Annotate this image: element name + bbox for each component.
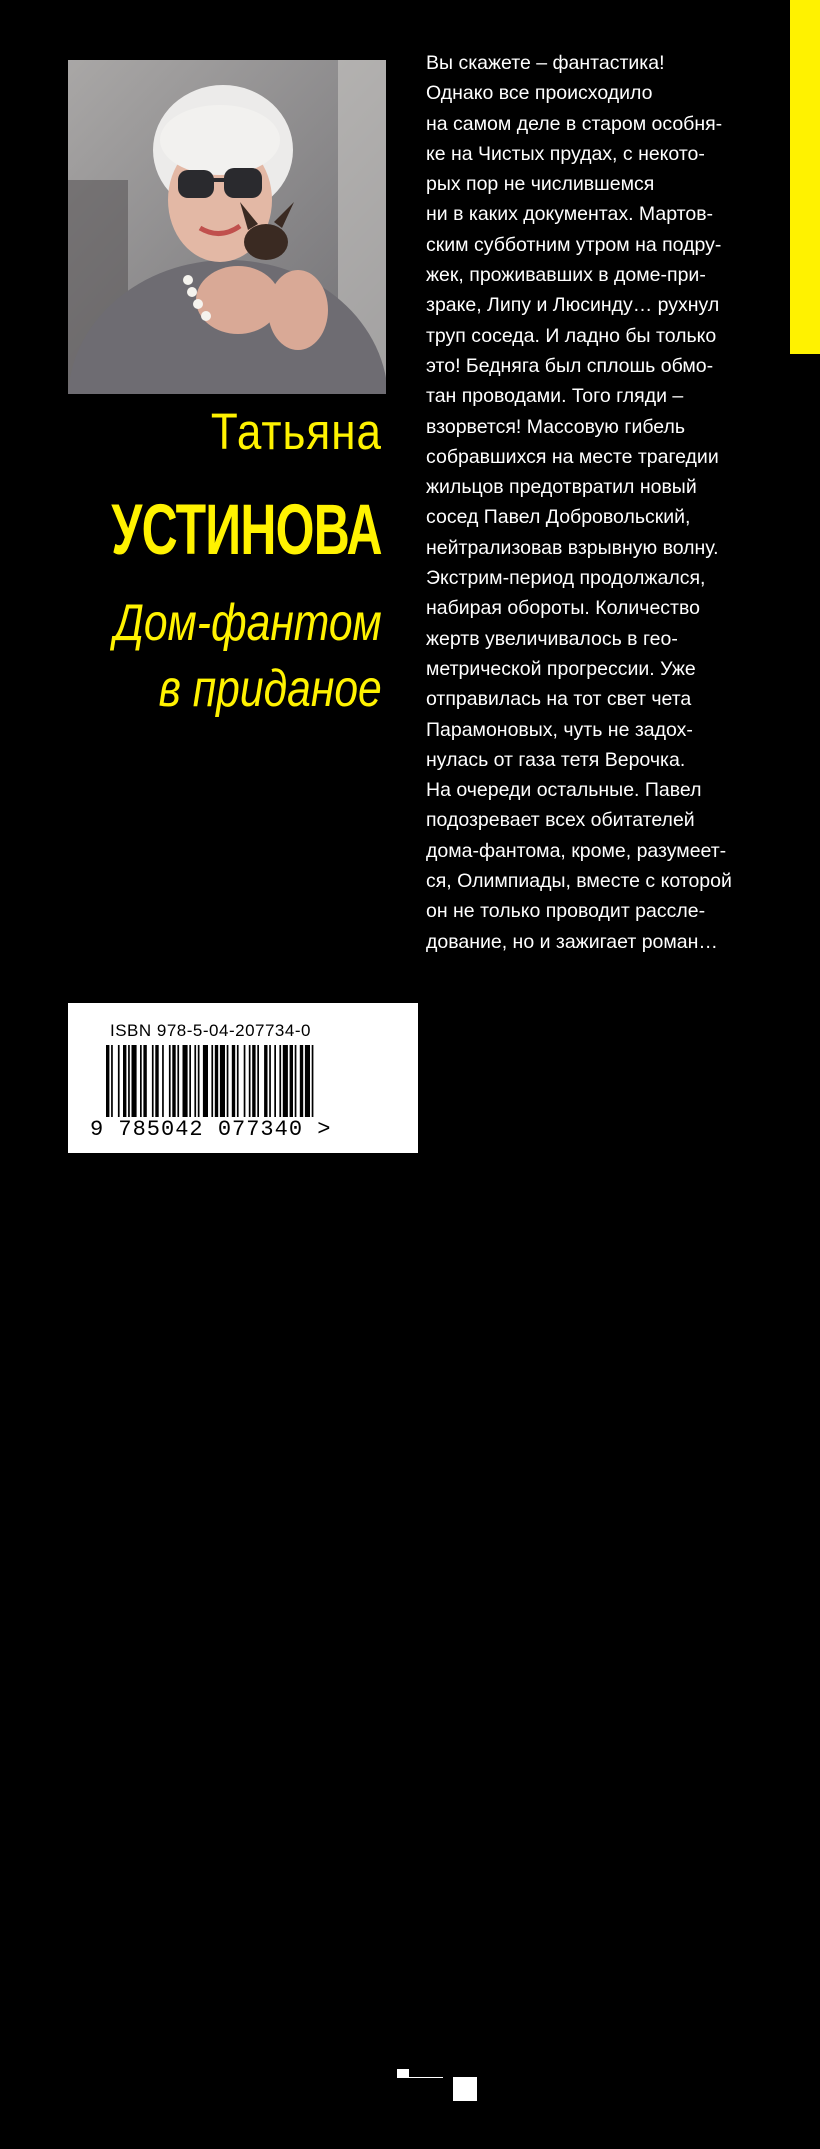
annotation-line: зраке, Липу и Люсинду… рухнул — [426, 294, 720, 317]
annotation-line: ке на Чистых прудах, с некото- — [426, 142, 705, 165]
book-title-line-1: Дом-фантом — [114, 594, 382, 652]
annotation-line: труп соседа. И ладно бы только — [426, 324, 717, 347]
book-title-line-2: в приданое — [158, 660, 382, 718]
annotation-line: На очереди остальные. Павел — [426, 779, 702, 802]
yellow-accent-strip — [790, 0, 820, 354]
annotation-line: жильцов предотвратил новый — [426, 476, 697, 499]
annotation-line: это! Бедняга был сплошь обмо- — [426, 354, 714, 377]
annotation-line: жертв увеличивалось в гео- — [426, 627, 678, 650]
annotation-line: ским субботним утром на подру- — [426, 233, 722, 256]
annotation-line: ни в каких документах. Мартов- — [426, 203, 714, 226]
annotation-line: Вы скажете – фантастика! — [426, 52, 665, 74]
annotation-line: тан проводами. Того гляди – — [426, 385, 684, 408]
publisher-logo — [397, 2029, 477, 2149]
annotation-line: Парамоновых, чуть не задох- — [426, 718, 693, 741]
annotation-line: он не только проводит рассле- — [426, 900, 706, 923]
annotation-line: Однако все происходило — [426, 82, 653, 105]
annotation-line: Экстрим-период продолжался, — [426, 567, 706, 590]
annotation-line: собравшихся на месте трагедии — [426, 445, 719, 468]
author-photo — [68, 60, 386, 394]
annotation-line: сосед Павел Добровольский, — [426, 506, 691, 529]
annotation-line: дование, но и зажигает роман… — [426, 930, 718, 953]
annotation-line: подозревает всех обитателей — [426, 809, 695, 832]
barcode-icon — [106, 1045, 374, 1117]
annotation-line: взорвется! Массовую гибель — [426, 415, 686, 438]
annotation-line: рых пор не числившемся — [426, 173, 655, 196]
book-annotation — [426, 48, 771, 957]
book-title — [114, 590, 382, 722]
eksmo-logo-icon — [397, 2029, 477, 2119]
annotation-line: метрической прогрессии. Уже — [426, 657, 696, 680]
isbn-label: ISBN 978-5-04-207734-0 — [110, 1021, 311, 1040]
annotation-line: нулась от газа тетя Верочка. — [426, 748, 686, 771]
author-first-name: Татьяна — [210, 404, 382, 461]
barcode-panel — [68, 1003, 456, 2135]
annotation-line: жек, проживавших в доме-при- — [426, 264, 706, 287]
annotation-line: ся, Олимпиады, вместе с которой — [426, 870, 732, 893]
annotation-line: набирая обороты. Количество — [426, 597, 700, 620]
barcode-digits: 9 785042 077340 > — [90, 1117, 332, 1142]
author-last-name: УСТИНОВА — [111, 489, 382, 570]
author-photo-image — [68, 60, 386, 394]
publisher-name: ЭКСМО — [407, 2121, 456, 2135]
annotation-line: на самом деле в старом особня- — [426, 112, 723, 135]
annotation-line: отправилась на тот свет чета — [426, 688, 692, 711]
annotation-line: дома-фантома, кроме, разумеет- — [426, 839, 727, 862]
annotation-line: нейтрализовав взрывную волну. — [426, 536, 719, 559]
